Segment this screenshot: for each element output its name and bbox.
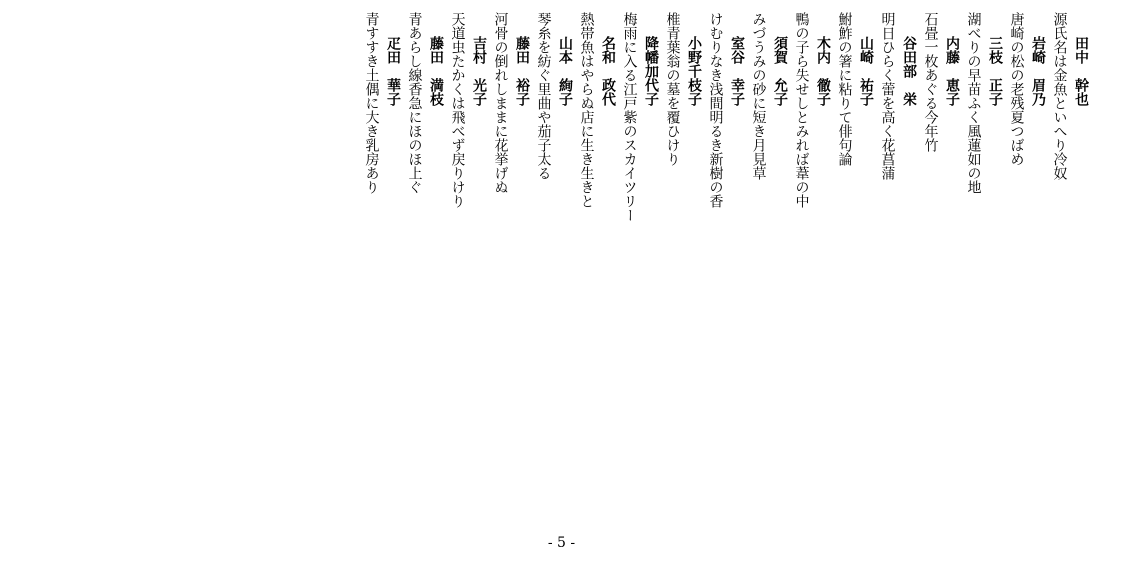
author-name: 藤田 裕子 bbox=[514, 36, 530, 106]
haiku-entry bbox=[403, 12, 446, 512]
haiku-list bbox=[360, 12, 1091, 512]
haiku-text: 河骨の倒れしままに花挙げぬ bbox=[492, 12, 509, 194]
haiku-entry bbox=[1005, 12, 1048, 512]
haiku-text: 青すすき土偶に大き乳房あり bbox=[363, 12, 380, 194]
haiku-entry bbox=[618, 12, 661, 512]
author-name: 山本 絢子 bbox=[557, 36, 573, 106]
author-name: 降幡加代子 bbox=[643, 36, 659, 106]
author-name: 吉村 光子 bbox=[471, 36, 487, 106]
haiku-entry bbox=[1048, 12, 1091, 512]
haiku-text: 琴糸を紡ぐ里曲や茄子太る bbox=[535, 12, 552, 180]
haiku-entry bbox=[833, 12, 876, 512]
author-name: 藤田 満枝 bbox=[428, 36, 444, 106]
haiku-entry bbox=[575, 12, 618, 512]
haiku-entry bbox=[446, 12, 489, 512]
author-name: 木内 徹子 bbox=[815, 36, 831, 106]
author-name: 岩崎 眉乃 bbox=[1030, 36, 1046, 106]
author-name: 室谷 幸子 bbox=[729, 36, 745, 106]
haiku-text: 梅雨に入る江戸紫のスカイツリー bbox=[621, 12, 638, 222]
author-name: 三枝 正子 bbox=[987, 36, 1003, 106]
haiku-entry bbox=[919, 12, 962, 512]
haiku-text: 石畳一枚あぐる今年竹 bbox=[922, 12, 939, 152]
haiku-text: 明日ひらく蕾を高く花菖蒲 bbox=[879, 12, 896, 180]
haiku-entry bbox=[360, 12, 403, 512]
haiku-text: 鴨の子ら失せしとみれば葦の中 bbox=[793, 12, 810, 208]
author-name: 山崎 祐子 bbox=[858, 36, 874, 106]
haiku-text: けむりなき浅間明るき新樹の香 bbox=[707, 12, 724, 208]
haiku-text: 椎青葉翁の墓を覆ひけり bbox=[664, 12, 681, 166]
haiku-entry bbox=[489, 12, 532, 512]
author-name: 名和 政代 bbox=[600, 36, 616, 106]
haiku-text: 唐崎の松の老残夏つばめ bbox=[1008, 12, 1025, 166]
haiku-entry bbox=[876, 12, 919, 512]
page-number: - 5 - bbox=[547, 535, 576, 551]
haiku-text: 熱帯魚はやらぬ店に生き生きと bbox=[578, 12, 595, 208]
haiku-entry bbox=[532, 12, 575, 512]
haiku-entry bbox=[962, 12, 1005, 512]
author-name: 小野千枝子 bbox=[686, 36, 702, 106]
haiku-text: 青あらし線香急にほのほ上ぐ bbox=[406, 12, 423, 194]
haiku-entry bbox=[704, 12, 747, 512]
author-name: 須賀 允子 bbox=[772, 36, 788, 106]
author-name: 田中 幹也 bbox=[1073, 36, 1089, 106]
haiku-text: 源氏名は金魚といへり冷奴 bbox=[1051, 12, 1068, 180]
author-name: 疋田 華子 bbox=[385, 36, 401, 106]
haiku-text: 天道虫たかくは飛べず戻りけり bbox=[449, 12, 466, 208]
haiku-entry bbox=[661, 12, 704, 512]
haiku-text: みづうみの砂に短き月見草 bbox=[750, 12, 767, 180]
author-name: 内藤 恵子 bbox=[944, 36, 960, 106]
haiku-text: 湖べりの早苗ふく風蓮如の地 bbox=[965, 12, 982, 194]
haiku-entry bbox=[747, 12, 790, 512]
haiku-text: 鮒鮓の箸に粘りて俳句論 bbox=[836, 12, 853, 166]
author-name: 谷田部 栄 bbox=[901, 36, 917, 106]
haiku-entry bbox=[790, 12, 833, 512]
